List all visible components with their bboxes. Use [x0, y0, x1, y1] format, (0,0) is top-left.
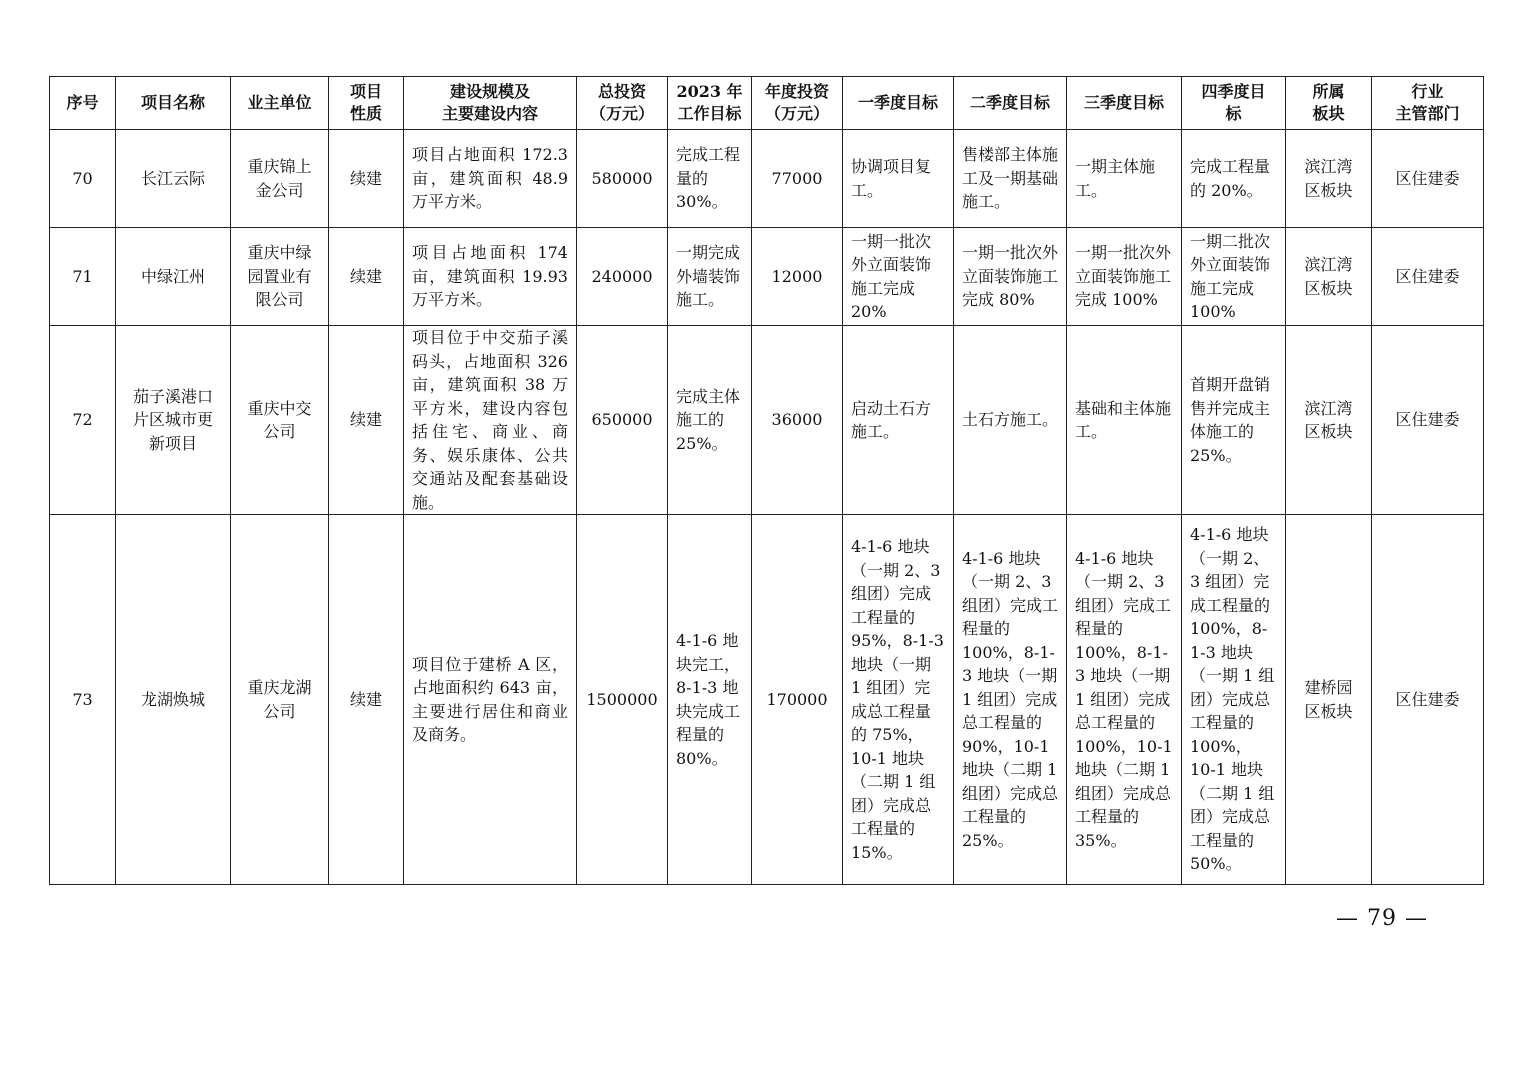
cell-annual: 36000 — [752, 326, 843, 515]
cell-owner: 重庆中绿 园置业有 限公司 — [231, 228, 329, 326]
cell-no: 73 — [50, 515, 116, 885]
cell-name: 龙湖焕城 — [116, 515, 231, 885]
cell-nature: 续建 — [329, 326, 404, 515]
cell-no: 70 — [50, 130, 116, 228]
cell-owner: 重庆龙湖 公司 — [231, 515, 329, 885]
cell-sector: 滨江湾 区板块 — [1286, 228, 1372, 326]
cell-q1: 4-1-6 地块（一期 2、3 组团）完成工程量的 95%，8-1-3 地块（一期 1 组团）完成总工程量的 75%，10-1 地块（二期 1 组团）完成总工程量的 15%。 — [843, 515, 954, 885]
cell-dept: 区住建委 — [1372, 326, 1484, 515]
cell-q2: 4-1-6 地块（一期 2、3 组团）完成工程量的 100%，8-1-3 地块（一期 1 组团）完成总工程量的 90%，10-1 地块（二期 1 组团）完成总工程量的 25%。 — [954, 515, 1067, 885]
cell-owner: 重庆中交 公司 — [231, 326, 329, 515]
table-row — [50, 326, 1484, 515]
cell-total: 650000 — [577, 326, 668, 515]
cell-name: 长江云际 — [116, 130, 231, 228]
col-header-q1: 一季度目标 — [843, 77, 954, 130]
project-table — [49, 76, 1484, 885]
table-row — [50, 130, 1484, 228]
col-header-total: 总投资 （万元） — [577, 77, 668, 130]
col-header-scale: 建设规模及 主要建设内容 — [404, 77, 577, 130]
col-header-owner: 业主单位 — [231, 77, 329, 130]
cell-total: 240000 — [577, 228, 668, 326]
table-row — [50, 515, 1484, 885]
cell-q1: 协调项目复工。 — [843, 130, 954, 228]
cell-q2: 土石方施工。 — [954, 326, 1067, 515]
cell-goal: 一期完成外墙装饰施工。 — [668, 228, 752, 326]
cell-q3: 一期一批次外立面装饰施工完成 100% — [1067, 228, 1182, 326]
col-header-dept: 行业 主管部门 — [1372, 77, 1484, 130]
cell-sector: 建桥园 区板块 — [1286, 515, 1372, 885]
cell-scale: 项目占地面积 174 亩，建筑面积 19.93 万平方米。 — [404, 228, 577, 326]
cell-q4: 首期开盘销售并完成主体施工的 25%。 — [1182, 326, 1286, 515]
cell-q2: 一期一批次外立面装饰施工完成 80% — [954, 228, 1067, 326]
cell-annual: 77000 — [752, 130, 843, 228]
cell-goal: 完成工程量的30%。 — [668, 130, 752, 228]
col-header-q3: 三季度目标 — [1067, 77, 1182, 130]
cell-q1: 启动土石方施工。 — [843, 326, 954, 515]
cell-q3: 4-1-6 地块（一期 2、3 组团）完成工程量的 100%，8-1-3 地块（一期 1 组团）完成总工程量的 100%，10-1 地块（二期 1 组团）完成总工程量的 35%。 — [1067, 515, 1182, 885]
col-header-nature: 项目 性质 — [329, 77, 404, 130]
cell-q4: 4-1-6 地块（一期 2、3 组团）完成工程量的 100%，8-1-3 地块（一期 1 组团）完成总工程量的 100%，10-1 地块（二期 1 组团）完成总工程量的 50%。 — [1182, 515, 1286, 885]
page-number: — 79 — — [1336, 906, 1428, 931]
table-row — [50, 228, 1484, 326]
cell-goal: 完成主体施工的 25%。 — [668, 326, 752, 515]
cell-scale: 项目位于建桥 A 区，占地面积约 643 亩，主要进行居住和商业及商务。 — [404, 515, 577, 885]
cell-sector: 滨江湾 区板块 — [1286, 130, 1372, 228]
col-header-goal: 2023 年 工作目标 — [668, 77, 752, 130]
col-header-no: 序号 — [50, 77, 116, 130]
cell-no: 72 — [50, 326, 116, 515]
cell-q4: 完成工程量的 20%。 — [1182, 130, 1286, 228]
cell-dept: 区住建委 — [1372, 228, 1484, 326]
cell-q3: 一期主体施工。 — [1067, 130, 1182, 228]
cell-dept: 区住建委 — [1372, 515, 1484, 885]
cell-total: 1500000 — [577, 515, 668, 885]
cell-name: 茄子溪港口 片区城市更 新项目 — [116, 326, 231, 515]
cell-annual: 170000 — [752, 515, 843, 885]
cell-q3: 基础和主体施工。 — [1067, 326, 1182, 515]
cell-no: 71 — [50, 228, 116, 326]
col-header-annual: 年度投资 （万元） — [752, 77, 843, 130]
cell-q2: 售楼部主体施工及一期基础施工。 — [954, 130, 1067, 228]
header-row — [50, 77, 1484, 130]
cell-total: 580000 — [577, 130, 668, 228]
col-header-name: 项目名称 — [116, 77, 231, 130]
cell-annual: 12000 — [752, 228, 843, 326]
cell-nature: 续建 — [329, 228, 404, 326]
col-header-sector: 所属 板块 — [1286, 77, 1372, 130]
cell-dept: 区住建委 — [1372, 130, 1484, 228]
col-header-q4: 四季度目 标 — [1182, 77, 1286, 130]
cell-goal: 4-1-6 地块完工，8-1-3 地块完成工程量的 80%。 — [668, 515, 752, 885]
col-header-q2: 二季度目标 — [954, 77, 1067, 130]
cell-q4: 一期二批次外立面装饰施工完成 100% — [1182, 228, 1286, 326]
cell-scale: 项目占地面积 172.3 亩，建筑面积 48.9 万平方米。 — [404, 130, 577, 228]
cell-nature: 续建 — [329, 515, 404, 885]
cell-sector: 滨江湾 区板块 — [1286, 326, 1372, 515]
cell-name: 中绿江州 — [116, 228, 231, 326]
cell-owner: 重庆锦上 金公司 — [231, 130, 329, 228]
cell-scale: 项目位于中交茄子溪码头，占地面积 326 亩，建筑面积 38 万平方米，建设内容包括住宅、商业、商务、娱乐康体、公共交通站及配套基础设施。 — [404, 326, 577, 515]
cell-q1: 一期一批次外立面装饰施工完成 20% — [843, 228, 954, 326]
cell-nature: 续建 — [329, 130, 404, 228]
